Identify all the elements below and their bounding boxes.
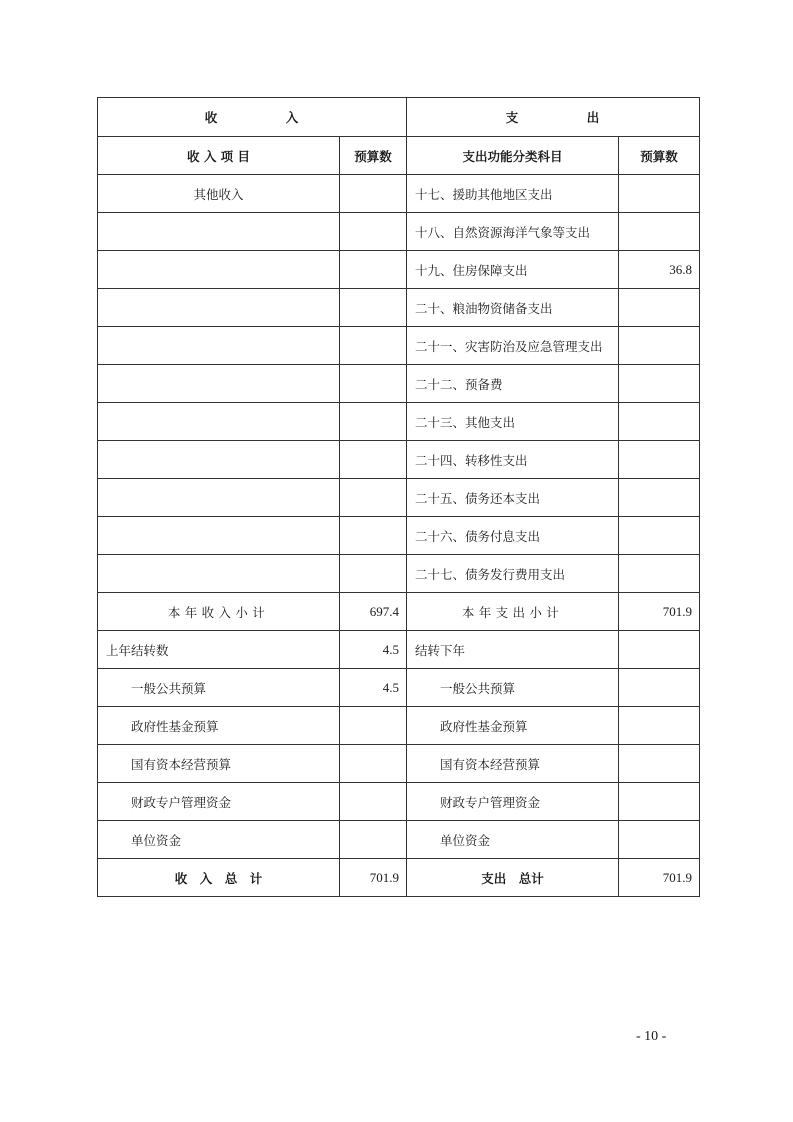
section-header-row — [98, 98, 700, 137]
income-amount-cell — [340, 251, 407, 289]
income-amount-cell — [340, 441, 407, 479]
table-row — [98, 555, 700, 593]
income-subtotal-label: 本年收入小计 — [98, 593, 340, 631]
expense-amount-cell — [619, 403, 700, 441]
expense-carry-item-cell: 政府性基金预算 — [407, 707, 619, 745]
income-item-cell — [98, 213, 340, 251]
expense-item-cell: 二十三、其他支出 — [407, 403, 619, 441]
expense-subtotal-amount: 701.9 — [619, 593, 700, 631]
expense-item-cell: 二十五、债务还本支出 — [407, 479, 619, 517]
expense-carry-item-cell: 单位资金 — [407, 821, 619, 859]
expense-carry-item-cell: 国有资本经营预算 — [407, 745, 619, 783]
expense-amount-cell — [619, 555, 700, 593]
income-item-cell — [98, 365, 340, 403]
table-row — [98, 707, 700, 745]
expense-item-cell: 十七、援助其他地区支出 — [407, 175, 619, 213]
income-carry-item-cell: 财政专户管理资金 — [98, 783, 340, 821]
expense-carry-item-amount — [619, 821, 700, 859]
expense-subtotal-label: 本年支出小计 — [407, 593, 619, 631]
expense-amount-cell — [619, 479, 700, 517]
column-header-row — [98, 137, 700, 175]
expense-item-cell: 十八、自然资源海洋气象等支出 — [407, 213, 619, 251]
income-item-cell: 其他收入 — [98, 175, 340, 213]
income-subtotal-amount: 697.4 — [340, 593, 407, 631]
subtotal-row — [98, 593, 700, 631]
income-item-column-header: 收 入 项 目 — [98, 137, 340, 175]
income-carry-item-amount — [340, 821, 407, 859]
income-amount-cell — [340, 479, 407, 517]
table-row — [98, 783, 700, 821]
table-row — [98, 479, 700, 517]
expense-amount-column-header: 预算数 — [619, 137, 700, 175]
expense-carry-item-cell: 一般公共预算 — [407, 669, 619, 707]
expense-carry-item-amount — [619, 707, 700, 745]
expense-amount-cell — [619, 289, 700, 327]
expense-item-cell: 二十四、转移性支出 — [407, 441, 619, 479]
income-amount-cell — [340, 213, 407, 251]
page-number: - 10 - — [636, 1029, 667, 1044]
table-row — [98, 213, 700, 251]
budget-table — [97, 97, 700, 897]
income-carry-item-cell: 政府性基金预算 — [98, 707, 340, 745]
income-item-cell — [98, 403, 340, 441]
income-carry-amount: 4.5 — [340, 631, 407, 669]
income-carry-label: 上年结转数 — [98, 631, 340, 669]
income-carry-item-cell: 国有资本经营预算 — [98, 745, 340, 783]
expense-item-cell: 二十七、债务发行费用支出 — [407, 555, 619, 593]
income-item-cell — [98, 555, 340, 593]
expense-amount-cell: 36.8 — [619, 251, 700, 289]
income-item-cell — [98, 289, 340, 327]
expense-section-title: 支 出 — [407, 98, 700, 137]
income-carry-item-cell: 一般公共预算 — [98, 669, 340, 707]
income-carry-item-amount — [340, 745, 407, 783]
table-row — [98, 175, 700, 213]
income-amount-column-header: 预算数 — [340, 137, 407, 175]
carry-row — [98, 631, 700, 669]
table-row — [98, 669, 700, 707]
expense-item-cell: 十九、住房保障支出 — [407, 251, 619, 289]
expense-amount-cell — [619, 175, 700, 213]
income-amount-cell — [340, 365, 407, 403]
expense-carry-item-amount — [619, 669, 700, 707]
table-row — [98, 441, 700, 479]
income-item-cell — [98, 441, 340, 479]
expense-item-cell: 二十六、债务付息支出 — [407, 517, 619, 555]
income-amount-cell — [340, 555, 407, 593]
expense-item-cell: 二十二、预备费 — [407, 365, 619, 403]
table-row — [98, 517, 700, 555]
income-carry-item-cell: 单位资金 — [98, 821, 340, 859]
expense-amount-cell — [619, 213, 700, 251]
income-item-cell — [98, 517, 340, 555]
income-carry-item-amount — [340, 707, 407, 745]
expense-amount-cell — [619, 441, 700, 479]
total-row — [98, 859, 700, 897]
income-total-label: 收 入 总 计 — [98, 859, 340, 897]
income-amount-cell — [340, 517, 407, 555]
income-carry-item-amount: 4.5 — [340, 669, 407, 707]
expense-carry-item-amount — [619, 783, 700, 821]
table-row — [98, 251, 700, 289]
income-item-cell — [98, 251, 340, 289]
expense-total-label: 支出 总计 — [407, 859, 619, 897]
expense-amount-cell — [619, 517, 700, 555]
income-amount-cell — [340, 327, 407, 365]
table-row — [98, 327, 700, 365]
table-row — [98, 403, 700, 441]
income-amount-cell — [340, 175, 407, 213]
expense-carry-amount — [619, 631, 700, 669]
expense-total-amount: 701.9 — [619, 859, 700, 897]
income-section-title: 收 入 — [98, 98, 407, 137]
income-carry-item-amount — [340, 783, 407, 821]
expense-amount-cell — [619, 327, 700, 365]
income-total-amount: 701.9 — [340, 859, 407, 897]
table-row — [98, 289, 700, 327]
expense-item-cell: 二十、粮油物资储备支出 — [407, 289, 619, 327]
table-row — [98, 365, 700, 403]
table-row — [98, 745, 700, 783]
income-item-cell — [98, 327, 340, 365]
income-amount-cell — [340, 403, 407, 441]
expense-carry-item-amount — [619, 745, 700, 783]
expense-item-cell: 二十一、灾害防治及应急管理支出 — [407, 327, 619, 365]
expense-carry-label: 结转下年 — [407, 631, 619, 669]
expense-amount-cell — [619, 365, 700, 403]
income-amount-cell — [340, 289, 407, 327]
income-item-cell — [98, 479, 340, 517]
expense-item-column-header: 支出功能分类科目 — [407, 137, 619, 175]
table-row — [98, 821, 700, 859]
expense-carry-item-cell: 财政专户管理资金 — [407, 783, 619, 821]
